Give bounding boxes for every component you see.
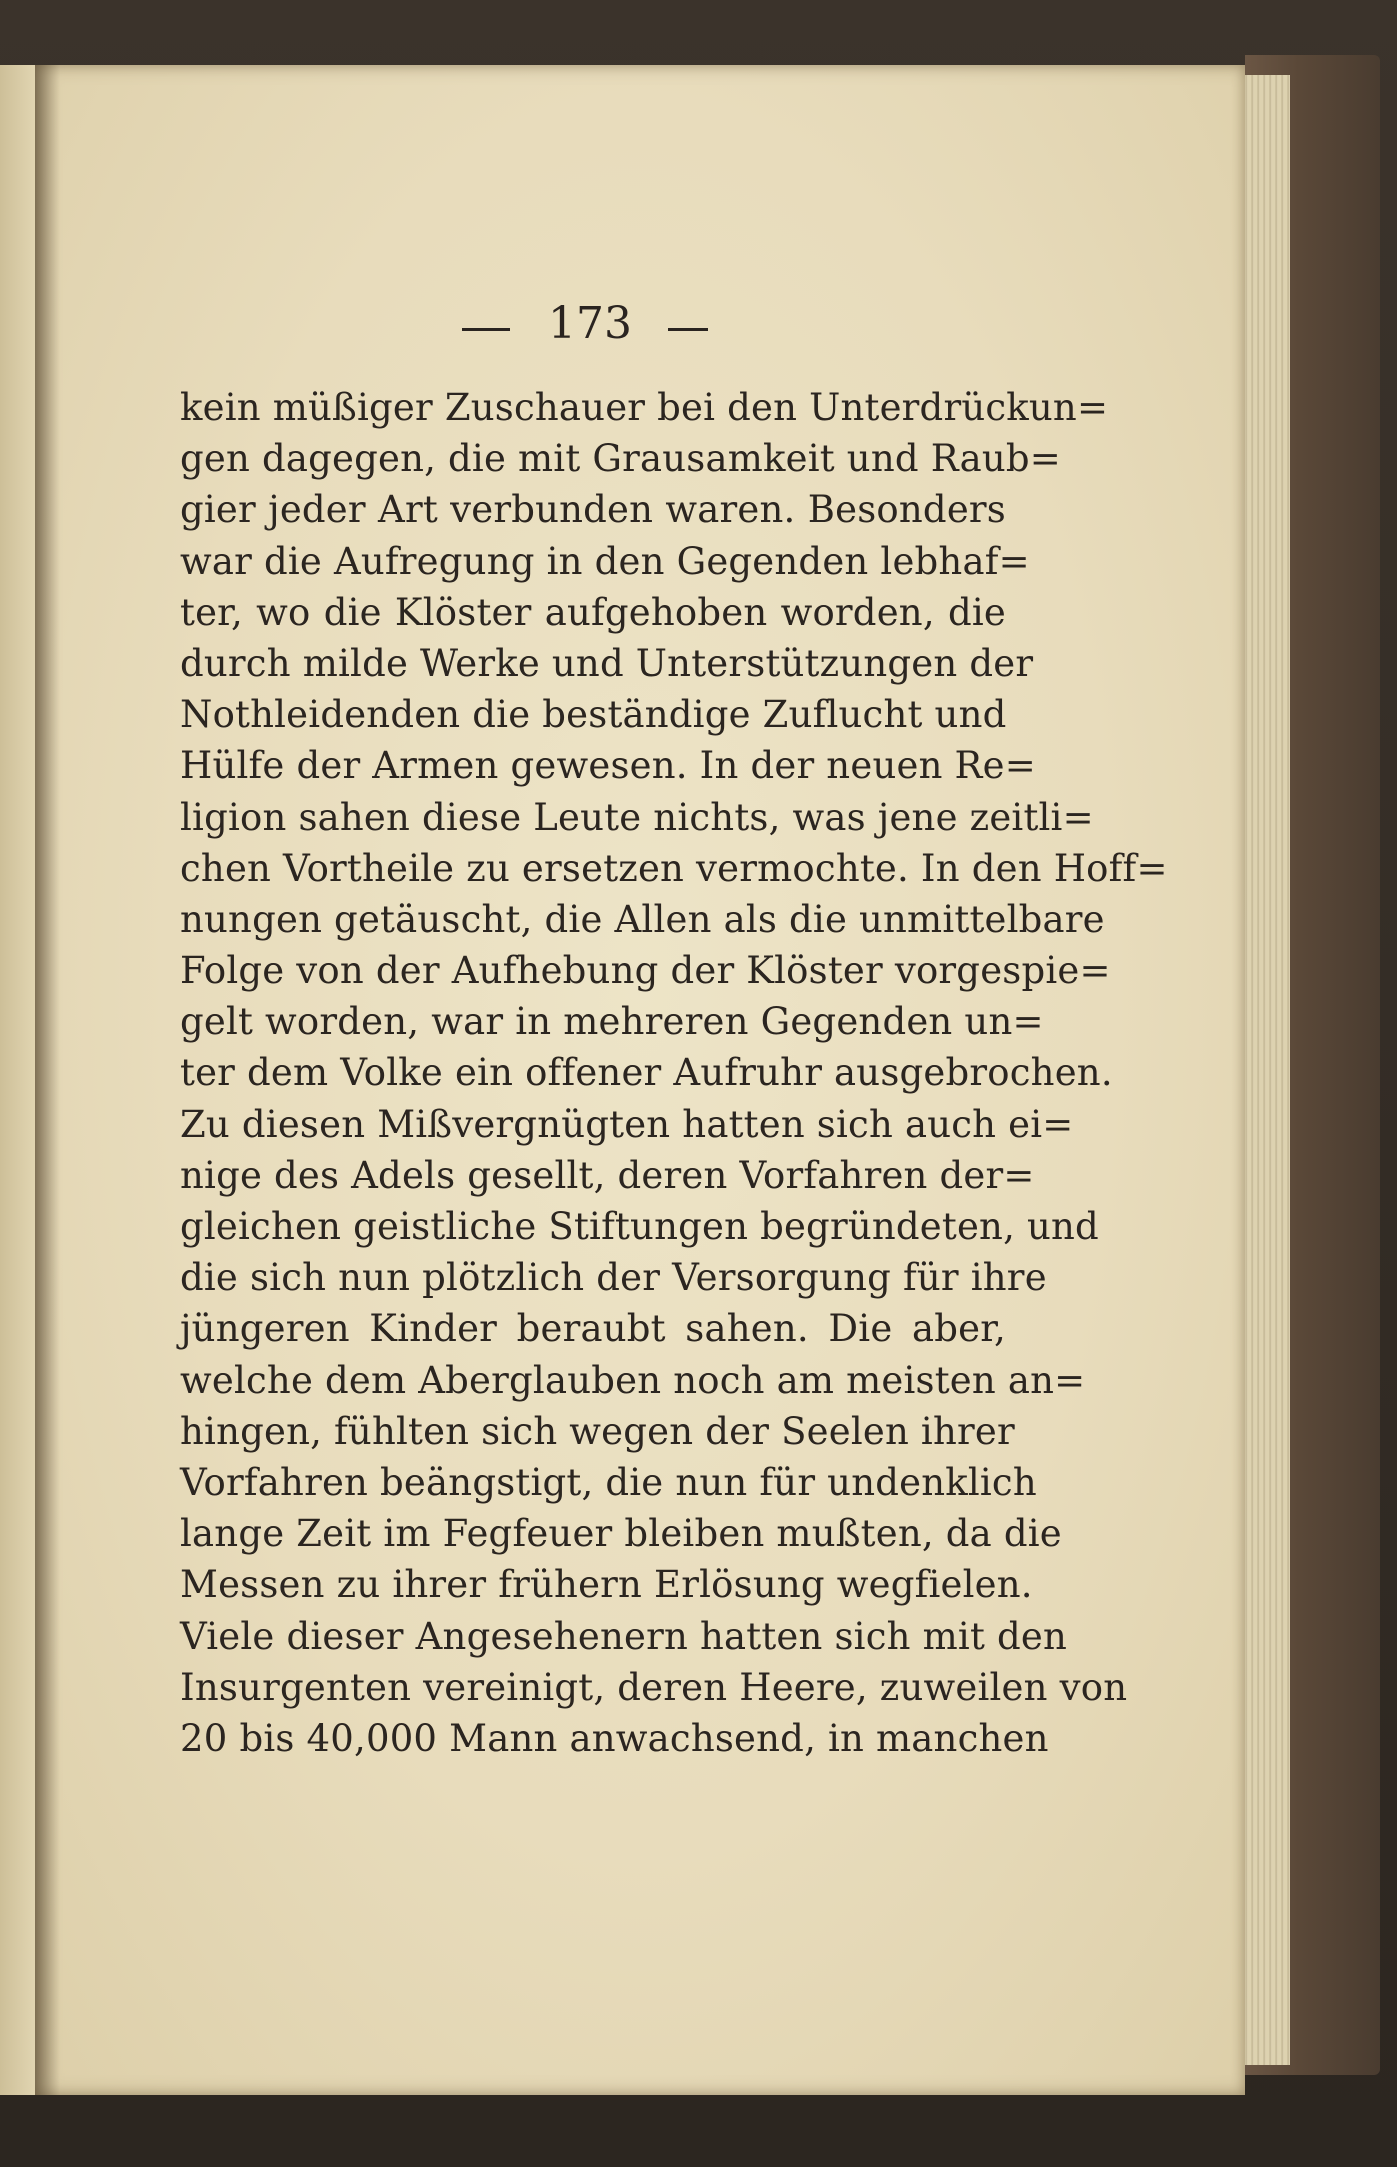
text-line: 20 bis 40,000 Mann anwachsend, in manchen [180,1716,1049,1760]
text-line: ligion sahen diese Leute nichts, was jene zeitli= [180,795,1094,839]
text-line: lange Zeit im Fegfeuer bleiben mußten, da die [180,1512,1062,1556]
text-line: kein müßiger Zuschauer bei den Unterdrückun= [180,386,1109,429]
left-page-edge [0,65,40,2095]
text-line: gen dagegen, die mit Grausamkeit und Raub= [180,437,1061,481]
text-line: hingen, fühlten sich wegen der Seelen ihrer [180,1409,1015,1453]
text-line: jüngeren Kinder beraubt sahen. Die aber, [180,1307,1006,1351]
text-line: durch milde Werke und Unterstützungen der [180,641,1034,685]
text-line: Hülfe der Armen gewesen. In der neuen Re= [180,744,1036,788]
text-line: war die Aufregung in den Gegenden lebhaf= [180,539,1030,583]
text-line: nige des Adels gesellt, deren Vorfahren der= [180,1153,1035,1197]
text-line: nungen getäuscht, die Allen als die unmittelbare [180,897,1105,941]
text-line: chen Vortheile zu ersetzen vermochte. In den Hoff= [180,846,1168,890]
page-header [0,298,1397,358]
text-line: Nothleidenden die beständige Zuflucht und [180,693,1007,737]
text-line: gier jeder Art verbunden waren. Besonders [180,488,1006,532]
header-dash-right [668,328,708,331]
body-text [180,382,1168,1764]
text-line: Vorfahren beängstigt, die nun für undenklich [180,1460,1037,1504]
text-line: Messen zu ihrer frühern Erlösung wegfielen. [180,1563,1033,1607]
header-dash-left [462,328,510,331]
text-line: ter, wo die Klöster aufgehoben worden, die [180,590,1006,634]
text-line: Zu diesen Mißvergnügten hatten sich auch ei= [180,1102,1074,1146]
text-line: Viele dieser Angesehenern hatten sich mit den [180,1614,1067,1658]
page-number: 173 [548,298,632,349]
text-line: gleichen geistliche Stiftungen begründeten, und [180,1205,1099,1248]
text-line: ter dem Volke ein offener Aufruhr ausgebrochen. [180,1051,1113,1095]
text-line: gelt worden, war in mehreren Gegenden un= [180,1000,1044,1044]
page-gutter [35,65,60,2095]
text-line: die sich nun plötzlich der Versorgung für ihre [180,1256,1047,1300]
text-line: Folge von der Aufhebung der Klöster vorgespie= [180,949,1111,993]
text-line: welche dem Aberglauben noch am meisten an= [180,1358,1086,1402]
text-line: Insurgenten vereinigt, deren Heere, zuweilen von [180,1665,1128,1709]
